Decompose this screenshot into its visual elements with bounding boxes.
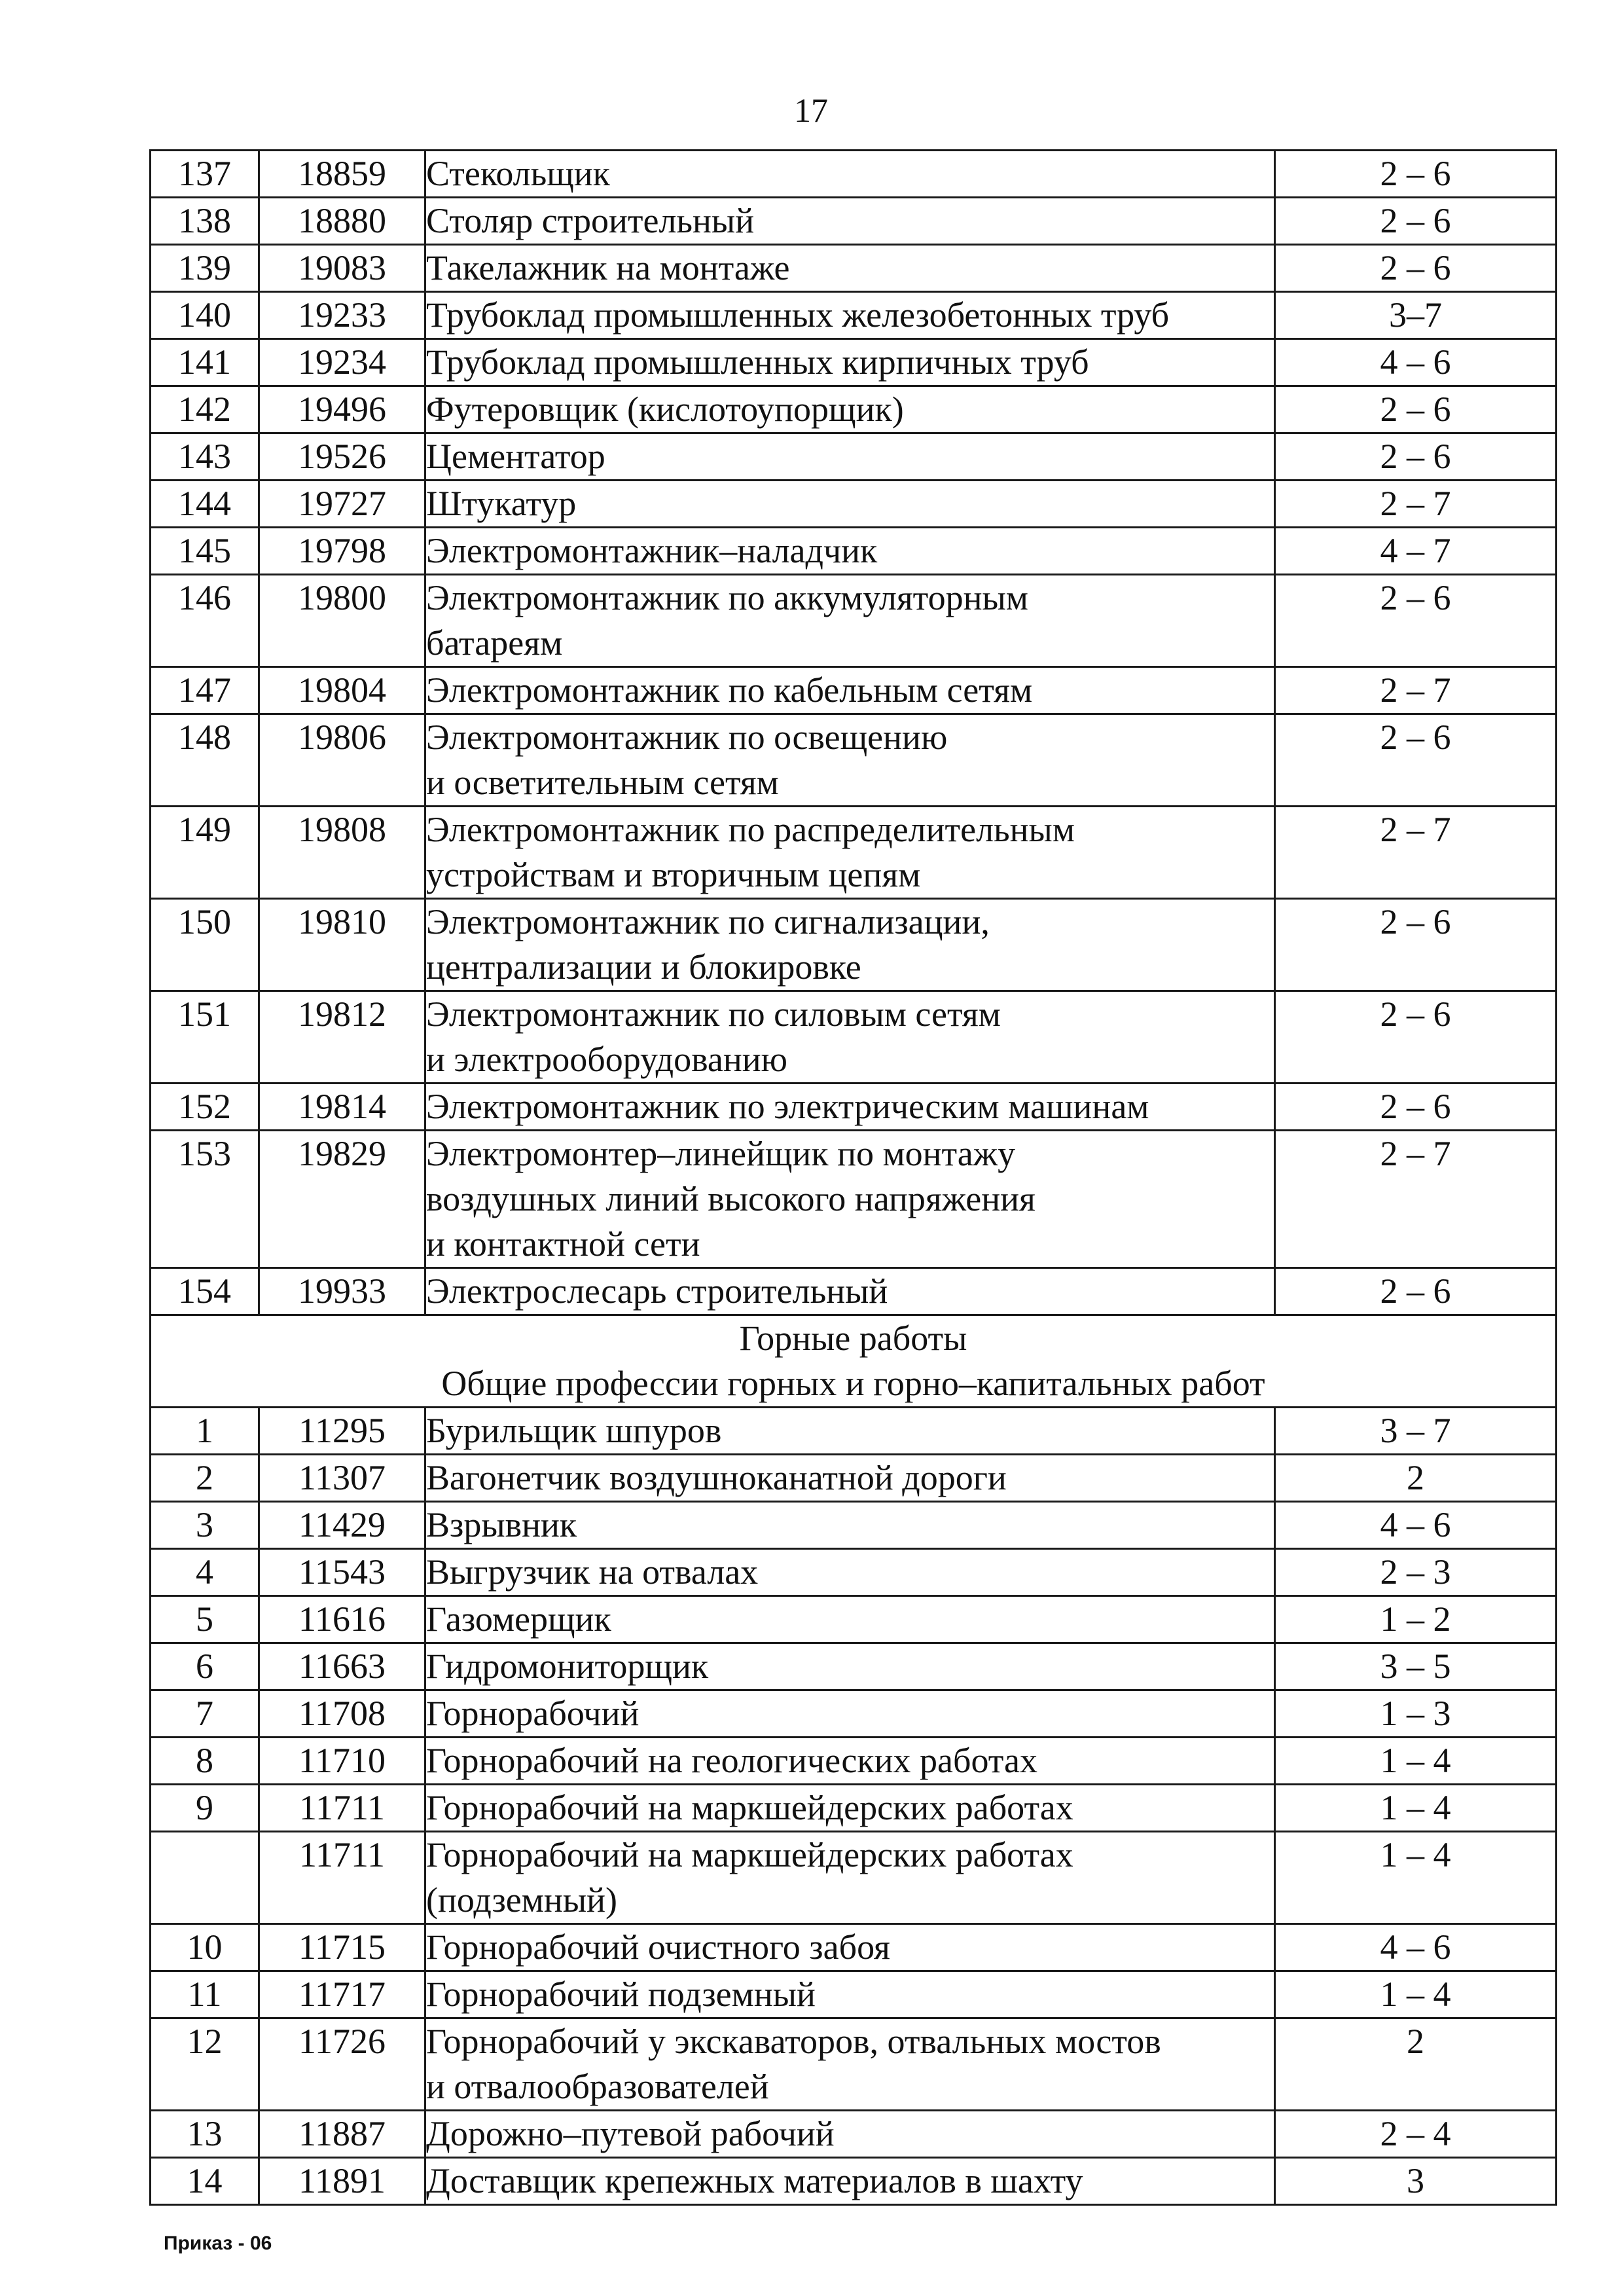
row-number: 143 [151,433,259,481]
profession-name: Электрослесарь строительный [425,1268,1275,1315]
table-body-top [151,151,1557,1315]
table-row [151,339,1557,386]
grade-range: 3 – 7 [1275,1408,1557,1455]
table-row [151,198,1557,245]
profession-name: Горнорабочий [425,1690,1275,1738]
grade-range: 1 – 4 [1275,1832,1557,1924]
table-row [151,1131,1557,1268]
profession-name [425,1131,1275,1268]
profession-name: Стекольщик [425,151,1275,198]
table-row [151,1408,1557,1455]
grade-range: 2 – 6 [1275,991,1557,1084]
profession-name: Такелажник на монтаже [425,245,1275,292]
profession-name [425,1832,1275,1924]
profession-name: Столяр строительный [425,198,1275,245]
profession-name-line: и отвалообразователей [426,2067,769,2106]
profession-code: 19806 [259,714,425,807]
profession-name: Взрывник [425,1502,1275,1549]
profession-name-line: и электрооборудованию [426,1040,788,1079]
profession-name: Цементатор [425,433,1275,481]
row-number: 151 [151,991,259,1084]
table-row [151,807,1557,899]
row-number: 10 [151,1924,259,1971]
grade-range: 2 – 6 [1275,1084,1557,1131]
profession-code: 11726 [259,2018,425,2111]
row-number: 1 [151,1408,259,1455]
profession-name-line: воздушных линий высокого напряжения [426,1179,1036,1218]
profession-code: 11887 [259,2111,425,2158]
profession-name-line: Электромонтажник по аккумуляторным [426,578,1028,617]
grade-range: 4 – 7 [1275,528,1557,575]
profession-code: 19727 [259,481,425,528]
row-number: 149 [151,807,259,899]
grade-range: 2 – 7 [1275,481,1557,528]
profession-code: 19812 [259,991,425,1084]
grade-range: 1 – 2 [1275,1596,1557,1643]
table-row [151,1690,1557,1738]
profession-code: 19233 [259,292,425,339]
profession-code: 11891 [259,2158,425,2205]
grade-range: 2 – 6 [1275,714,1557,807]
table-row [151,667,1557,714]
profession-name-line: Электромонтажник по освещению [426,718,948,757]
page-number: 17 [794,92,828,130]
table-row [151,245,1557,292]
profession-code: 19829 [259,1131,425,1268]
profession-name-line: батареям [426,623,563,663]
profession-name-line: и контактной сети [426,1224,700,1264]
profession-code: 11710 [259,1738,425,1785]
table-row [151,1738,1557,1785]
grade-range: 2 – 6 [1275,1268,1557,1315]
table-row [151,433,1557,481]
table-row [151,1502,1557,1549]
profession-name-line: Электромонтер–линейщик по монтажу [426,1134,1016,1173]
row-number: 140 [151,292,259,339]
profession-name-line: централизации и блокировке [426,947,861,987]
grade-range: 4 – 6 [1275,1924,1557,1971]
grade-range: 2 – 4 [1275,2111,1557,2158]
profession-code: 19800 [259,575,425,667]
row-number: 142 [151,386,259,433]
profession-code: 19804 [259,667,425,714]
profession-code: 18859 [259,151,425,198]
table-row [151,1643,1557,1690]
grade-range: 2 – 6 [1275,198,1557,245]
profession-code: 19810 [259,899,425,991]
profession-code: 19083 [259,245,425,292]
profession-name-line: (подземный) [426,1880,617,1920]
profession-code: 11711 [259,1832,425,1924]
profession-code: 11295 [259,1408,425,1455]
profession-name: Футеровщик (кислотоупорщик) [425,386,1275,433]
section-header-cell [151,1315,1557,1408]
grade-range: 2 – 6 [1275,151,1557,198]
profession-name: Горнорабочий на геологических работах [425,1738,1275,1785]
profession-code: 11708 [259,1690,425,1738]
profession-name: Вагонетчик воздушноканатной дороги [425,1455,1275,1502]
table-row [151,575,1557,667]
row-number: 9 [151,1785,259,1832]
profession-code: 19814 [259,1084,425,1131]
profession-name: Дорожно–путевой рабочий [425,2111,1275,2158]
profession-name [425,575,1275,667]
row-number: 147 [151,667,259,714]
profession-name-line: Горнорабочий у экскаваторов, отвальных мостов [426,2022,1161,2061]
row-number: 7 [151,1690,259,1738]
profession-name-line: Электромонтажник по распределительным [426,810,1075,849]
row-number: 141 [151,339,259,386]
profession-code: 19933 [259,1268,425,1315]
grade-range: 2 – 6 [1275,433,1557,481]
grade-range: 2 – 7 [1275,807,1557,899]
table-row [151,1268,1557,1315]
section-header-body [151,1315,1557,1408]
row-number: 154 [151,1268,259,1315]
section-title: Горные работы [739,1319,967,1358]
table-row [151,2158,1557,2205]
table-row [151,528,1557,575]
profession-name-line: и осветительным сетям [426,763,779,802]
row-number: 138 [151,198,259,245]
grade-range: 1 – 4 [1275,1785,1557,1832]
table-row [151,1549,1557,1596]
row-number: 153 [151,1131,259,1268]
profession-name-line: Электромонтажник по силовым сетям [426,994,1001,1034]
profession-name [425,2018,1275,2111]
row-number: 5 [151,1596,259,1643]
row-number: 144 [151,481,259,528]
profession-name: Электромонтажник–наладчик [425,528,1275,575]
table-row [151,1832,1557,1924]
row-number: 150 [151,899,259,991]
grade-range: 2 – 6 [1275,245,1557,292]
profession-name: Горнорабочий на маркшейдерских работах [425,1785,1275,1832]
row-number: 14 [151,2158,259,2205]
grade-range: 1 – 4 [1275,1738,1557,1785]
section-header-row [151,1315,1557,1408]
profession-name-line: Горнорабочий на маркшейдерских работах [426,1835,1073,1874]
table-row [151,481,1557,528]
profession-code: 18880 [259,198,425,245]
grade-range: 3–7 [1275,292,1557,339]
table-body-bottom [151,1408,1557,2205]
grade-range: 3 – 5 [1275,1643,1557,1690]
profession-name: Штукатур [425,481,1275,528]
row-number: 8 [151,1738,259,1785]
profession-name: Газомерщик [425,1596,1275,1643]
table-row [151,1084,1557,1131]
table-row [151,991,1557,1084]
table-row [151,1596,1557,1643]
profession-code: 11663 [259,1643,425,1690]
row-number: 146 [151,575,259,667]
row-number: 137 [151,151,259,198]
profession-code: 19234 [259,339,425,386]
row-number: 2 [151,1455,259,1502]
profession-name: Выгрузчик на отвалах [425,1549,1275,1596]
profession-name: Электромонтажник по электрическим машинам [425,1084,1275,1131]
row-number: 139 [151,245,259,292]
table-row [151,292,1557,339]
table-row [151,2018,1557,2111]
grade-range: 1 – 4 [1275,1971,1557,2018]
row-number: 13 [151,2111,259,2158]
profession-code: 11616 [259,1596,425,1643]
professions-table [149,149,1557,2206]
row-number: 12 [151,2018,259,2111]
profession-code: 19798 [259,528,425,575]
profession-name [425,807,1275,899]
row-number: 152 [151,1084,259,1131]
row-number: 145 [151,528,259,575]
profession-name [425,991,1275,1084]
table-row [151,1785,1557,1832]
profession-name [425,714,1275,807]
profession-code: 11715 [259,1924,425,1971]
grade-range: 3 [1275,2158,1557,2205]
grade-range: 1 – 3 [1275,1690,1557,1738]
row-number: 3 [151,1502,259,1549]
table-row [151,1971,1557,2018]
profession-name: Трубоклад промышленных кирпичных труб [425,339,1275,386]
grade-range: 2 – 7 [1275,667,1557,714]
profession-code: 11307 [259,1455,425,1502]
profession-code: 19496 [259,386,425,433]
grade-range: 2 – 7 [1275,1131,1557,1268]
table-row [151,386,1557,433]
grade-range: 4 – 6 [1275,339,1557,386]
profession-code: 19808 [259,807,425,899]
grade-range: 4 – 6 [1275,1502,1557,1549]
profession-name: Трубоклад промышленных железобетонных труб [425,292,1275,339]
profession-code: 11429 [259,1502,425,1549]
grade-range: 2 – 3 [1275,1549,1557,1596]
grade-range: 2 – 6 [1275,899,1557,991]
profession-name [425,899,1275,991]
row-number: 6 [151,1643,259,1690]
grade-range: 2 [1275,1455,1557,1502]
table-row [151,1924,1557,1971]
table-row [151,151,1557,198]
row-number: 11 [151,1971,259,2018]
table-row [151,899,1557,991]
table-row [151,714,1557,807]
profession-name: Гидромониторщик [425,1643,1275,1690]
row-number [151,1832,259,1924]
profession-code: 11711 [259,1785,425,1832]
profession-name: Горнорабочий очистного забоя [425,1924,1275,1971]
row-number: 4 [151,1549,259,1596]
table-row [151,1455,1557,1502]
row-number: 148 [151,714,259,807]
grade-range: 2 [1275,2018,1557,2111]
table-row [151,2111,1557,2158]
section-subtitle: Общие профессии горных и горно–капитальных работ [441,1364,1265,1403]
profession-name-line: Электромонтажник по сигнализации, [426,902,990,941]
profession-code: 11543 [259,1549,425,1596]
profession-name: Доставщик крепежных материалов в шахту [425,2158,1275,2205]
grade-range: 2 – 6 [1275,386,1557,433]
profession-name-line: устройствам и вторичным цепям [426,855,921,894]
grade-range: 2 – 6 [1275,575,1557,667]
profession-name: Бурильщик шпуров [425,1408,1275,1455]
profession-name: Горнорабочий подземный [425,1971,1275,2018]
footer-label: Приказ - 06 [164,2232,272,2254]
profession-name: Электромонтажник по кабельным сетям [425,667,1275,714]
profession-code: 11717 [259,1971,425,2018]
profession-code: 19526 [259,433,425,481]
